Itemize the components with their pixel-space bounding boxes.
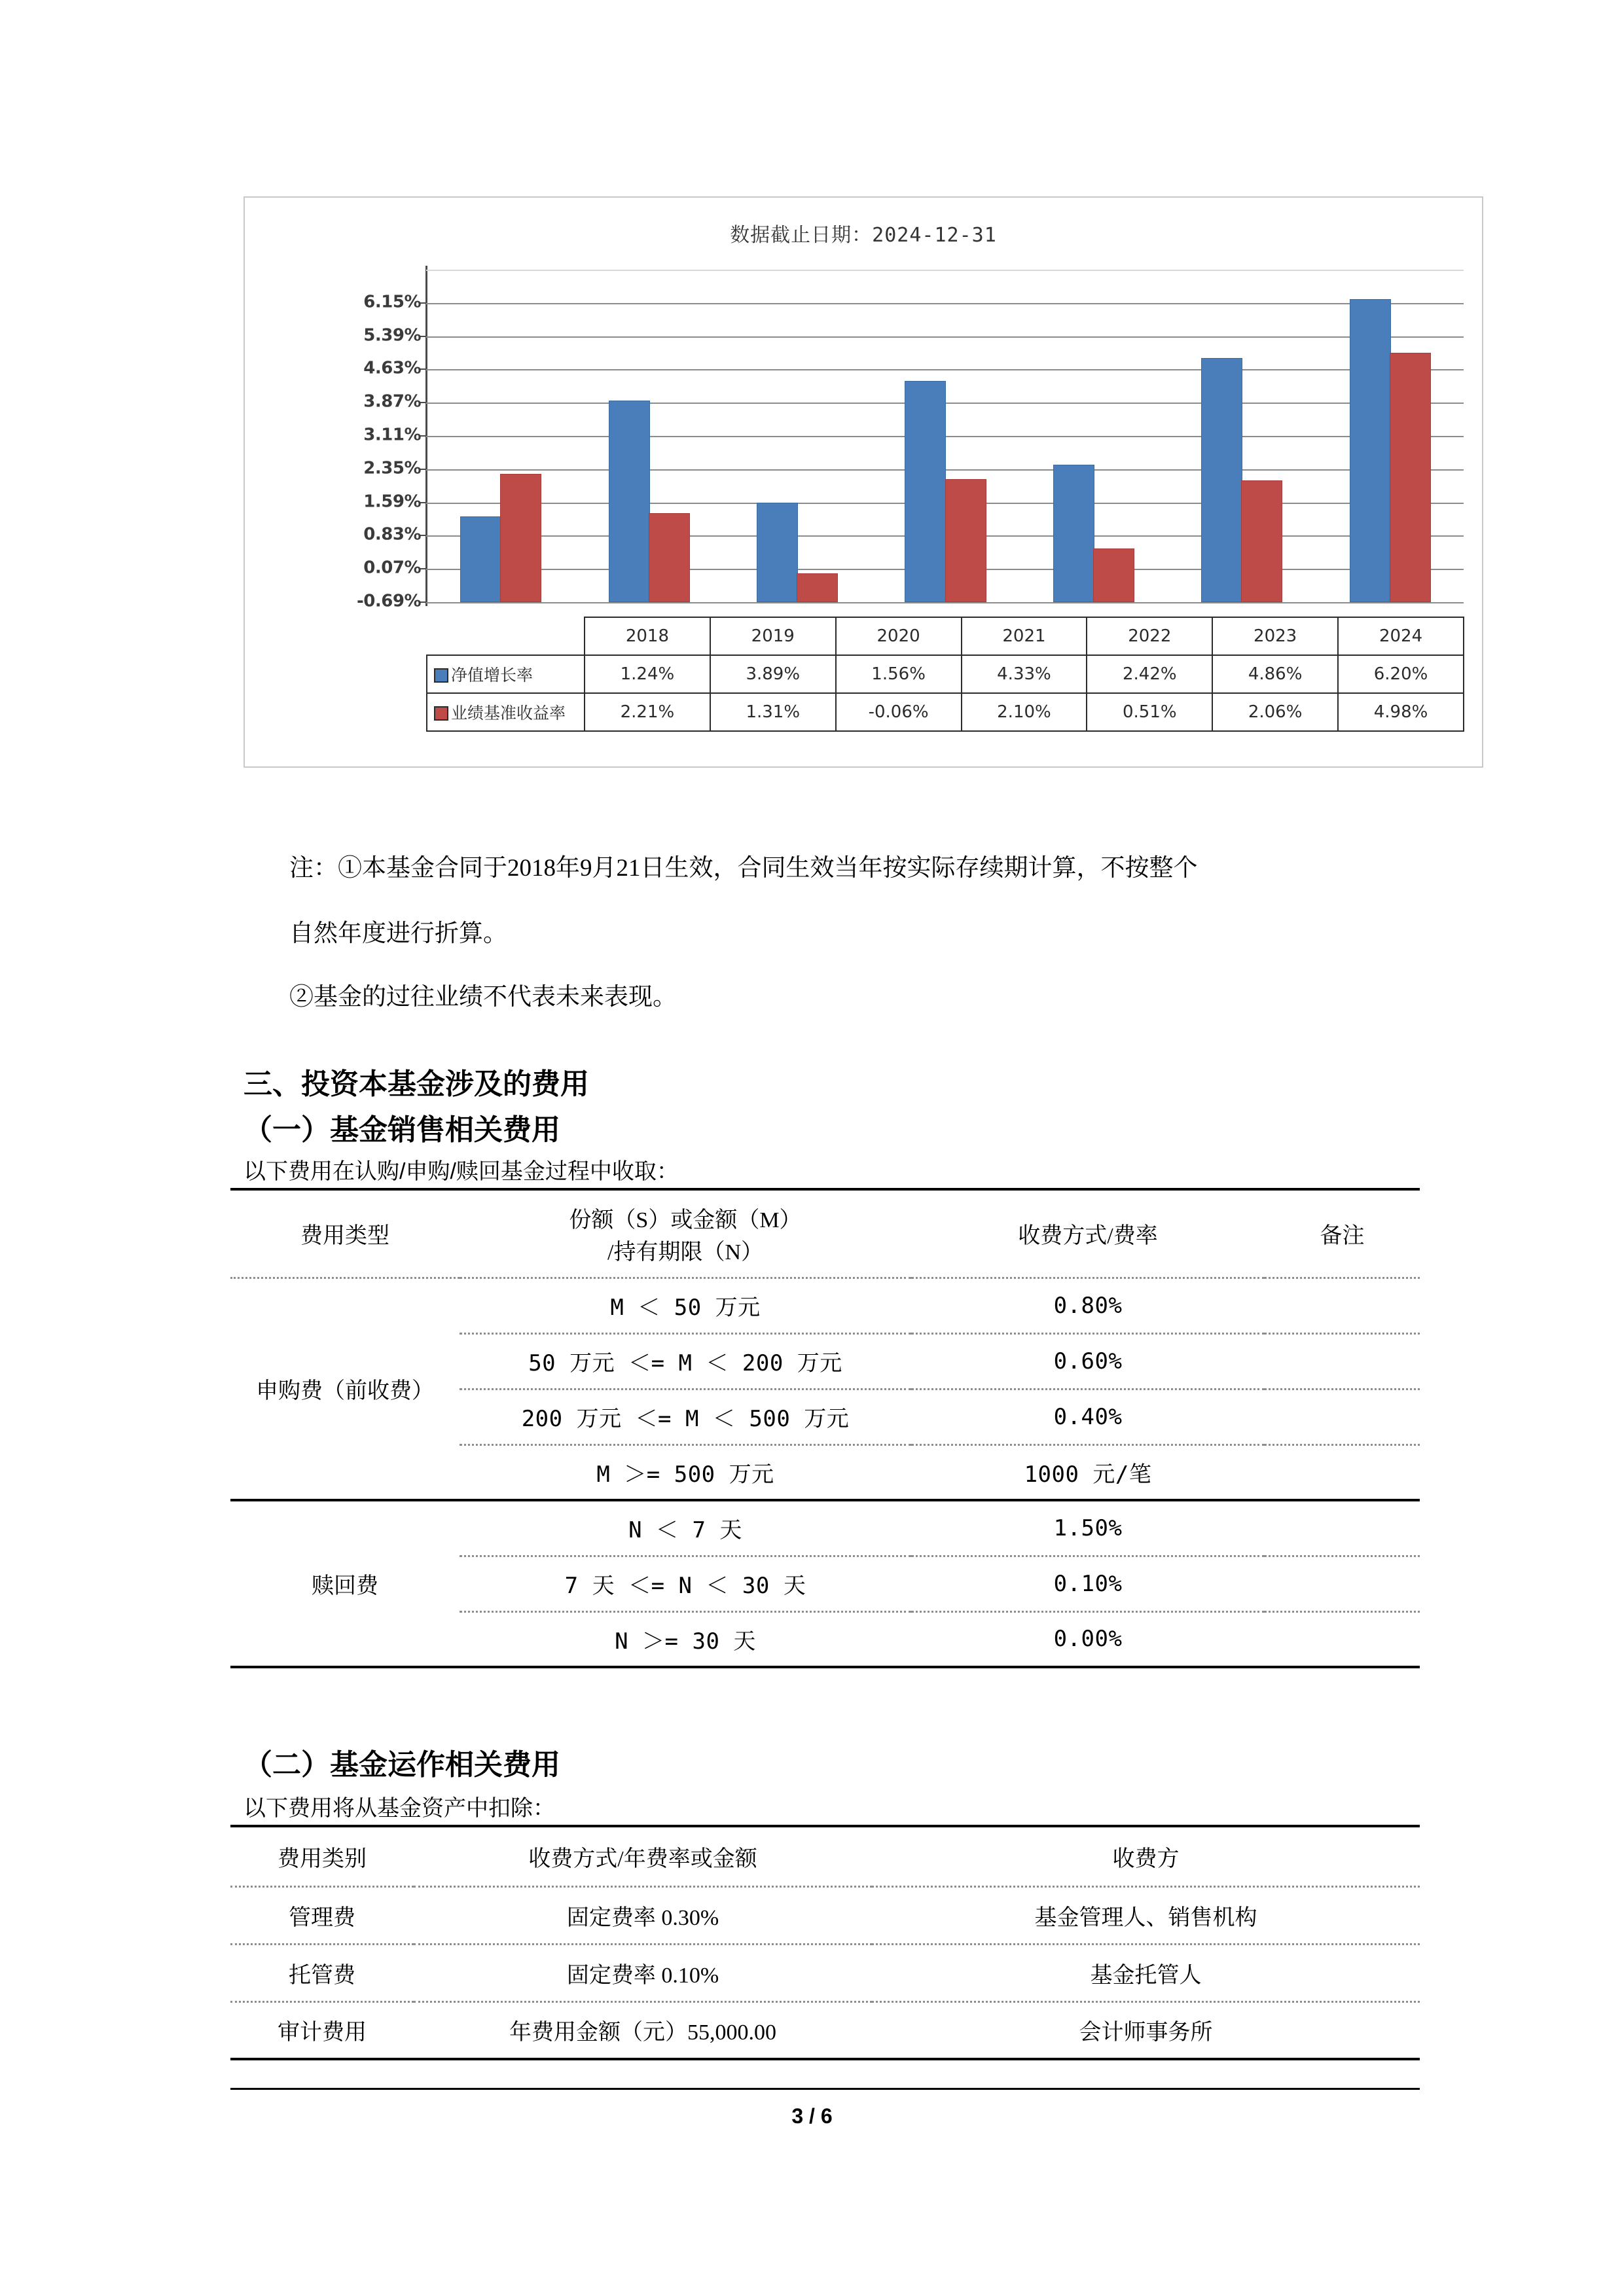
chart-y-tick-label: 3.87%: [363, 391, 421, 412]
chart-y-tick-label: 0.83%: [363, 524, 421, 545]
rate-cell: 1000 元/笔: [1024, 1461, 1152, 1488]
value-cell: 6.20%: [1338, 655, 1464, 693]
value-cell: 3.89%: [710, 655, 836, 693]
value-cell: 2.21%: [585, 693, 710, 731]
col-header-amount: [460, 1189, 911, 1278]
year-cell: 2021: [962, 617, 1087, 655]
table-header-row: [230, 1826, 1420, 1886]
rate-cell: 0.80%: [1053, 1292, 1123, 1319]
chart-bar: [500, 474, 541, 602]
year-cell: 2022: [1087, 617, 1212, 655]
chart-y-tick-label: 2.35%: [363, 458, 421, 478]
chart-y-tick-label: 5.39%: [363, 325, 421, 346]
chart-title: 数据截止日期：2024-12-31: [730, 224, 997, 247]
chart-y-tick-label: 0.07%: [363, 558, 421, 578]
chart-bar: [757, 503, 798, 602]
chart-gridline: [426, 303, 1464, 304]
value-cell: 2.42%: [1087, 655, 1212, 693]
tier-cell: N ＜ 7 天: [628, 1517, 742, 1544]
value-cell: -0.06%: [836, 693, 962, 731]
year-cell: 2020: [836, 617, 962, 655]
chart-gridline: [426, 602, 1464, 603]
rate-cell: 1.50%: [1053, 1515, 1123, 1541]
table-row: [230, 1944, 1420, 2001]
performance-chart: [244, 196, 1483, 768]
col-header-fee-category: 费用类别: [278, 1846, 367, 1871]
fee-category-cell: 托管费: [289, 1963, 355, 1988]
section-heading-3: 三、投资本基金涉及的费用: [244, 1068, 589, 1100]
col-header-fee-type: 费用类型: [300, 1224, 389, 1249]
value-cell: 2.10%: [962, 693, 1087, 731]
subsection-heading-1: （一）基金销售相关费用: [244, 1114, 560, 1146]
remark-cell: [1265, 1444, 1420, 1500]
chart-bar: [649, 513, 690, 602]
chart-bar: [1241, 480, 1282, 602]
chart-bar: [1390, 353, 1431, 602]
chart-bar: [1093, 548, 1134, 602]
table-row: [230, 1886, 1420, 1944]
fee-type-redemption: 赎回费: [312, 1574, 378, 1598]
col-header-amount-line2: /持有期限（N）: [607, 1240, 763, 1265]
footer-divider: [230, 2088, 1420, 2090]
chart-y-tick-label: 4.63%: [363, 358, 421, 378]
table-row-series-nav: [427, 655, 1464, 693]
col-header-remark: 备注: [1320, 1224, 1365, 1249]
chart-bar: [1053, 465, 1094, 602]
fee-type-subscription: 申购费（前收费）: [256, 1379, 434, 1404]
chart-gridline: [426, 270, 1464, 271]
legend-swatch-red-icon: [434, 706, 448, 721]
value-cell: 1.56%: [836, 655, 962, 693]
fee-rate-cell: 固定费率 0.10%: [566, 1963, 719, 1988]
legend-item-nav-growth: [427, 655, 585, 693]
chart-bar: [905, 381, 946, 602]
tier-cell: N ＞= 30 天: [615, 1628, 756, 1655]
fee-payee-cell: 基金托管人: [1090, 1963, 1202, 1988]
fee-payee-cell: 基金管理人、销售机构: [1034, 1905, 1257, 1930]
chart-y-tick-label: -0.69%: [357, 591, 421, 611]
sales-fee-lead-text: 以下费用在认购/申购/赎回基金过程中收取：: [244, 1159, 679, 1184]
chart-gridline: [426, 369, 1464, 370]
tier-cell: 7 天 ＜= N ＜ 30 天: [564, 1573, 806, 1599]
chart-y-tick-label: 3.11%: [363, 425, 421, 445]
year-cell: 2018: [585, 617, 710, 655]
chart-bar: [609, 401, 650, 602]
table-row: [230, 1278, 1420, 1333]
chart-data-table: [426, 617, 1464, 732]
operation-fee-table: [230, 1825, 1420, 2060]
rate-cell: 0.60%: [1053, 1348, 1123, 1374]
remark-cell: [1265, 1389, 1420, 1444]
tier-cell: 50 万元 ＜= M ＜ 200 万元: [528, 1350, 842, 1376]
tier-cell: 200 万元 ＜= M ＜ 500 万元: [521, 1406, 850, 1432]
legend-label: 业绩基准收益率: [451, 704, 566, 723]
rate-cell: 0.40%: [1053, 1403, 1123, 1430]
chart-bar: [1350, 299, 1391, 602]
legend-swatch-blue-icon: [434, 668, 448, 683]
value-cell: 4.33%: [962, 655, 1087, 693]
year-cell: 2019: [710, 617, 836, 655]
col-header-payee: 收费方: [1112, 1846, 1180, 1871]
table-row-series-benchmark: [427, 693, 1464, 731]
col-header-amount-line1: 份额（S）或金额（M）: [569, 1208, 802, 1232]
value-cell: 4.86%: [1212, 655, 1338, 693]
year-cell: 2024: [1338, 617, 1464, 655]
value-cell: 4.98%: [1338, 693, 1464, 731]
tier-cell: M ＞= 500 万元: [596, 1461, 774, 1488]
fee-rate-cell: 固定费率 0.30%: [566, 1905, 719, 1930]
chart-bar: [797, 573, 838, 602]
operation-fee-lead-text: 以下费用将从基金资产中扣除：: [244, 1796, 555, 1821]
value-cell: 2.06%: [1212, 693, 1338, 731]
note-line-1: 注：①本基金合同于2018年9月21日生效，合同生效当年按实际存续期计算，不按整个: [289, 855, 1198, 882]
table-row: [230, 2001, 1420, 2059]
chart-bar: [1201, 358, 1242, 602]
value-cell: 0.51%: [1087, 693, 1212, 731]
legend-label: 净值增长率: [451, 666, 533, 685]
chart-y-tick-label: 1.59%: [363, 492, 421, 512]
note-line-3: ②基金的过往业绩不代表未来表现。: [289, 984, 677, 1011]
remark-cell: [1265, 1500, 1420, 1556]
fee-payee-cell: 会计师事务所: [1079, 2020, 1213, 2045]
chart-plot-area: [357, 270, 1464, 611]
table-row-years: [427, 617, 1464, 655]
sales-fee-table: [230, 1188, 1420, 1668]
fee-category-cell: 管理费: [289, 1905, 355, 1930]
value-cell: 1.24%: [585, 655, 710, 693]
rate-cell: 0.00%: [1053, 1626, 1123, 1653]
remark-cell: [1265, 1278, 1420, 1333]
legend-item-benchmark: [427, 693, 585, 731]
chart-gridline: [426, 336, 1464, 338]
note-line-2: 自然年度进行折算。: [289, 920, 507, 947]
remark-cell: [1265, 1611, 1420, 1667]
rate-cell: 0.10%: [1053, 1570, 1123, 1597]
col-header-charge-method: 收费方式/年费率或金额: [528, 1846, 757, 1871]
tier-cell: M ＜ 50 万元: [610, 1295, 761, 1321]
subsection-heading-2: （二）基金运作相关费用: [244, 1749, 560, 1781]
year-cell: 2023: [1212, 617, 1338, 655]
chart-y-tick-label: 6.15%: [363, 292, 421, 312]
table-row: [230, 1500, 1420, 1556]
col-header-rate: 收费方式/费率: [1018, 1224, 1158, 1249]
page-number: 3 / 6: [791, 2104, 833, 2128]
fee-rate-cell: 年费用金额（元）55,000.00: [509, 2020, 776, 2045]
chart-bar: [460, 516, 501, 602]
value-cell: 1.31%: [710, 693, 836, 731]
chart-bar: [945, 479, 986, 602]
table-header-row: [230, 1189, 1420, 1278]
remark-cell: [1265, 1556, 1420, 1611]
fee-category-cell: 审计费用: [278, 2020, 367, 2045]
remark-cell: [1265, 1333, 1420, 1389]
